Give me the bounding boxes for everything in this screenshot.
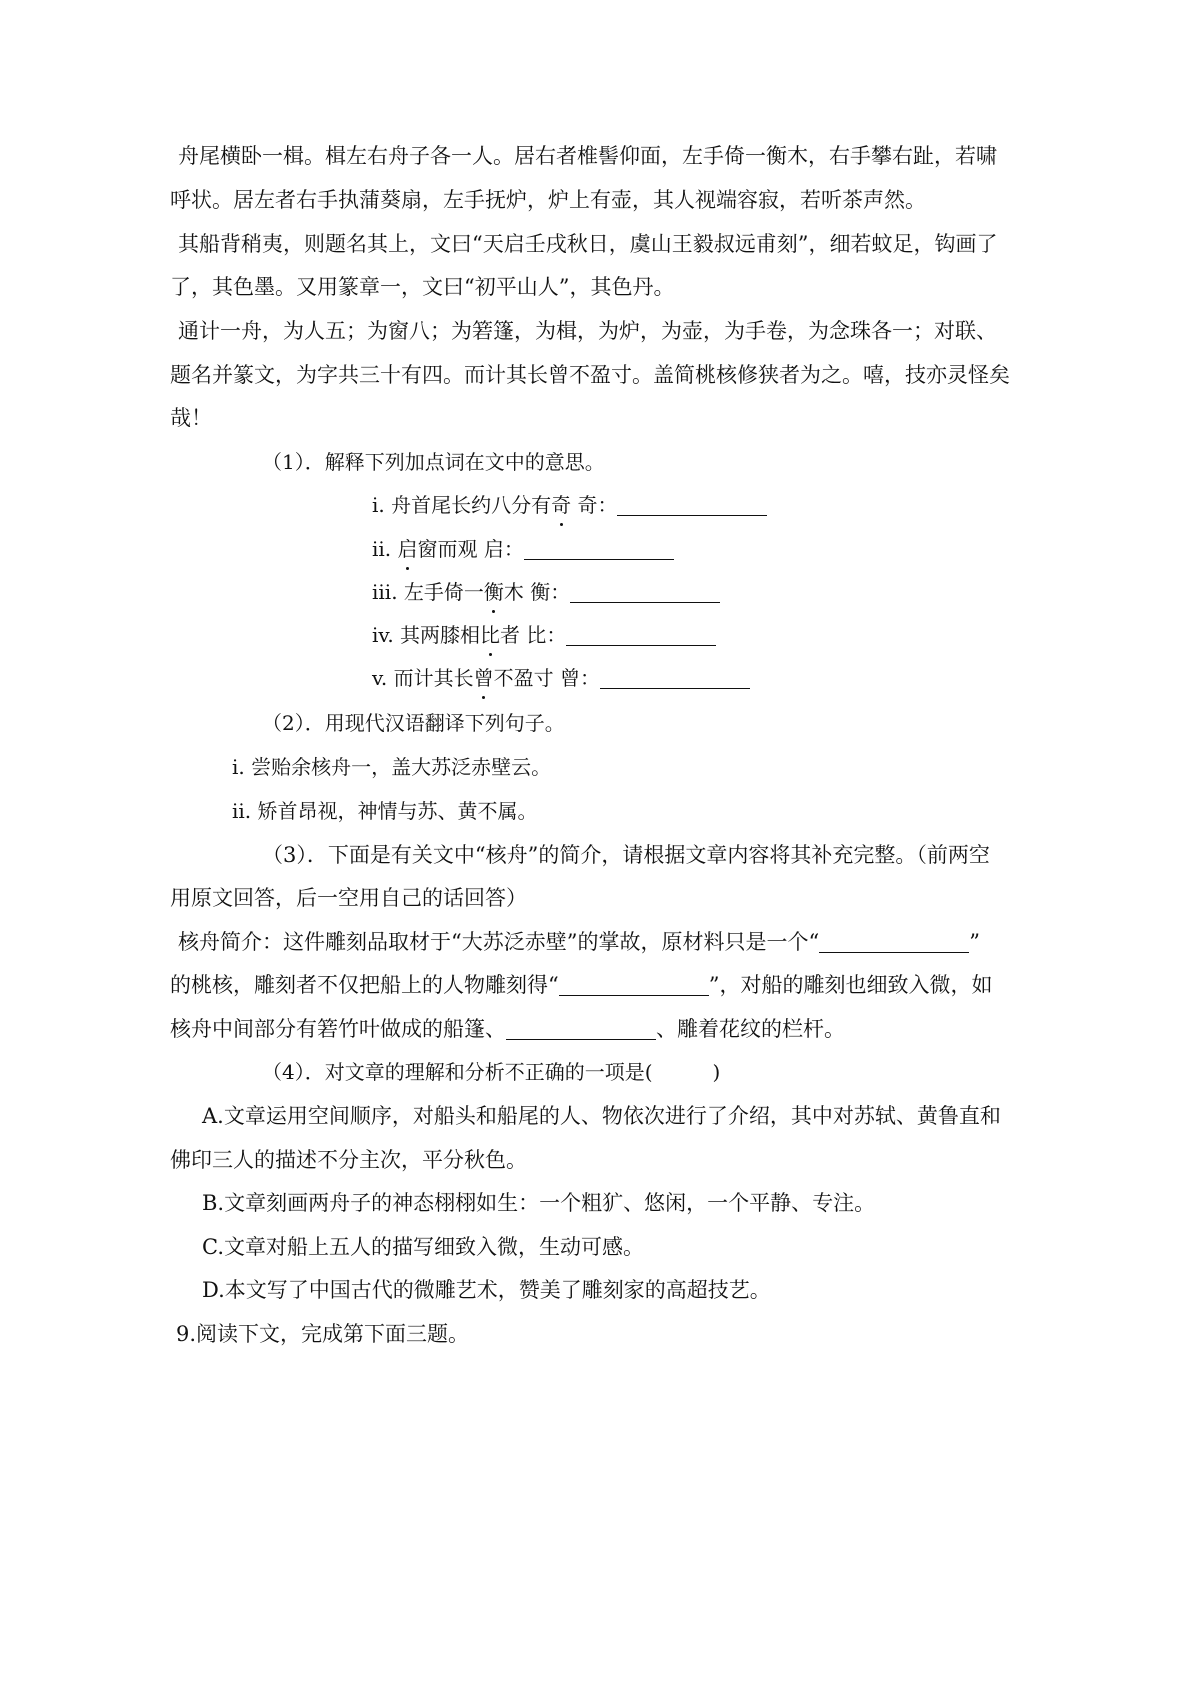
emphasis-dot-word: 奇 (551, 490, 571, 520)
passage-line: 其船背稍夷，则题名其上，文曰“天启壬戌秋日，虞山王毅叔远甫刻”，细若蚊足，钩画了 (178, 232, 998, 256)
q2-item-ii: ii. 矫首昂视，神情与苏、黄不属。 (232, 799, 538, 823)
q1-item-ii-text: ii. (372, 537, 398, 561)
q1-item-v-text: v. 而计其长 (372, 666, 474, 690)
q1-item-iii-text: iii. 左手倚一 (372, 580, 484, 604)
passage-line: 呼状。居左者右手执蒲葵扇，左手抚炉，炉上有壶，其人视端容寂，若听茶声然。 (170, 188, 926, 212)
q1-item-v (372, 663, 1191, 693)
option-a: A.文章运用空间顺序，对船头和船尾的人、物依次进行了介绍，其中对苏轼、黄鲁直和 (202, 1104, 1001, 1128)
answer-blank[interactable] (566, 623, 716, 646)
answer-blank[interactable] (600, 666, 750, 689)
passage-line: 通计一舟，为人五；为窗八；为箬篷，为楫，为炉，为壶，为手卷，为念珠各一；对联、 (178, 319, 997, 343)
question-4-text: （4）．对文章的理解和分析不正确的一项是( (262, 1060, 653, 1084)
q3-line-2-text-end: ”，对船的雕刻也细致入微，如 (708, 973, 993, 997)
emphasis-dot-word: 曾 (474, 663, 494, 693)
question-4-paren-close: ) (712, 1060, 721, 1084)
question-1-heading: （1）．解释下列加点词在文中的意思。 (262, 450, 605, 474)
q1-item-iv (372, 620, 1191, 650)
option-a-cont: 佛印三人的描述不分主次，平分秋色。 (170, 1148, 527, 1172)
q1-item-iv-label: 者 比： (500, 623, 567, 647)
question-2-heading: （2）．用现代汉语翻译下列句子。 (262, 711, 565, 735)
q1-item-i (372, 490, 1191, 520)
q1-item-i-label: 奇： (571, 493, 618, 517)
answer-blank[interactable] (506, 1017, 656, 1040)
answer-blank[interactable] (559, 973, 709, 996)
option-b: B.文章刻画两舟子的神态栩栩如生：一个粗犷、悠闲，一个平静、专注。 (202, 1191, 876, 1215)
q1-item-v-label: 不盈寸 曾： (493, 666, 600, 690)
q3-intro-quote: ” (969, 930, 980, 954)
question-4-heading (262, 1057, 1092, 1087)
q1-item-ii-label: 窗而观 启： (417, 537, 524, 561)
q1-item-ii (372, 534, 1191, 564)
option-d: D.本文写了中国古代的微雕艺术，赞美了雕刻家的高超技艺。 (202, 1278, 771, 1302)
q3-line-2-text: 的桃核，雕刻者不仅把船上的人物雕刻得“ (170, 973, 559, 997)
passage-line: 了，其色墨。又用篆章一，文曰“初平山人”，其色丹。 (170, 275, 675, 299)
q2-item-i: i. 尝贻余核舟一，盖大苏泛赤壁云。 (232, 755, 552, 779)
q3-intro-text: 核舟简介：这件雕刻品取材于“大苏泛赤壁”的掌故，原材料只是一个“ (178, 930, 820, 954)
emphasis-dot-word: 衡 (484, 577, 504, 607)
option-c: C.文章对船上五人的描写细致入微，生动可感。 (202, 1235, 644, 1259)
question-3-heading: （3）．下面是有关文中“核舟”的简介，请根据文章内容将其补充完整。（前两空 (262, 843, 990, 867)
q1-item-i-text: i. 舟首尾长约八分有 (372, 493, 552, 517)
emphasis-dot-word: 启 (398, 534, 418, 564)
q1-item-iii (372, 577, 1191, 607)
q1-item-iv-text: iv. 其两膝相 (372, 623, 481, 647)
answer-blank[interactable] (617, 493, 767, 516)
q3-line-3 (170, 1014, 1000, 1044)
question-9-heading: 9.阅读下文，完成第下面三题。 (176, 1322, 470, 1346)
answer-blank[interactable] (819, 930, 969, 953)
passage-line: 哉！ (170, 406, 212, 430)
q3-line-3-text: 核舟中间部分有箬竹叶做成的船篷、 (170, 1017, 506, 1041)
q1-item-iii-label: 木 衡： (503, 580, 571, 604)
q3-line-3-text-end: 、雕着花纹的栏杆。 (656, 1017, 845, 1041)
passage-line: 舟尾横卧一楫。楫左右舟子各一人。居右者椎髻仰面，左手倚一衡木，右手攀右趾，若啸 (178, 144, 997, 168)
passage-line: 题名并篆文，为字共三十有四。而计其长曾不盈寸。盖简桃核修狭者为之。嘻，技亦灵怪矣 (170, 363, 1010, 387)
answer-blank[interactable] (570, 580, 720, 603)
q3-intro-line (178, 927, 1008, 957)
question-3-heading-cont: 用原文回答，后一空用自己的话回答） (170, 886, 527, 910)
q3-line-2 (170, 970, 1000, 1000)
answer-blank[interactable] (524, 537, 674, 560)
emphasis-dot-word: 比 (480, 620, 500, 650)
